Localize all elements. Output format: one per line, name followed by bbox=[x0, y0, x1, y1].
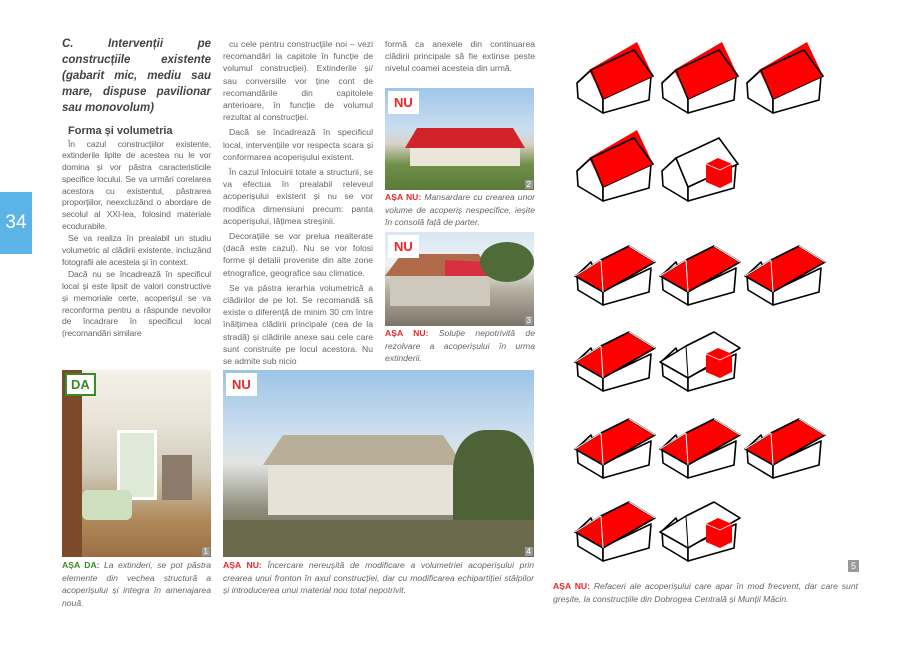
caption-5: AȘA NU: Refaceri ale acoperișului care apar în mod frecvent, dar care sunt greșite, la construcțiile din Dobrogea Centrală și Munții Măcin. bbox=[553, 581, 858, 604]
house-hip-red-icon bbox=[740, 232, 832, 312]
paragraph: Se va păstra ierarhia volumetrică a clădirilor de pe lot. Se recomandă să existe o diferență de minim 30 cm între înălțimea clădirii principale (cea de la stradă) și clădirile anexe sau cele care sunt construite pe locul acestora. Nu se admite sub nicio bbox=[223, 282, 373, 367]
paragraph: Dacă se încadrează în specificul local, intervențiile vor respecta scara și conformarea acoperișului existent. bbox=[223, 127, 373, 162]
caption-3: AȘA NU: Soluție nepotrivită de rezolvare a acoperișului în urma extinderii. bbox=[385, 328, 535, 363]
paragraph: formă ca anexele din continuarea clădirii principale să fie extinse peste nivelul coamei acesteia din urmă. bbox=[385, 39, 535, 74]
house-gable-red-icon bbox=[655, 40, 747, 120]
house-gable-red-icon bbox=[570, 40, 662, 120]
caption-4: AȘA NU: Încercare nereușită de modificare a volumetriei acoperișului prin crearea unui fronton în axul construcției, dar cu modificarea echipartiției stâlpilor și introducerea unui material nou total nepotrivit. bbox=[223, 560, 534, 595]
house-hip-red-icon bbox=[570, 318, 662, 398]
house-hip-red-icon bbox=[570, 488, 662, 568]
photo-fronton-house bbox=[223, 370, 534, 557]
paragraph: Se va realiza în prealabil un studiu volumetric al clădirii existente, incluzând fotografii ale acesteia și în context. bbox=[62, 233, 211, 267]
photo-mansard-house bbox=[385, 88, 534, 190]
house-hip-red-icon bbox=[740, 405, 832, 485]
photo-number: 1 bbox=[203, 547, 208, 556]
photo-number: 4 bbox=[526, 547, 531, 556]
photo-interior-extension bbox=[62, 370, 211, 557]
house-gable-box-icon bbox=[655, 128, 747, 208]
nu-badge: NU bbox=[388, 235, 419, 258]
paragraph: În cazul înlocuirii totale a structurii, se va efectua în prealabil releveul acoperișului existent și nu se vor modifica dimensiuni precum: panta acoperișului, lățimea streșinii. bbox=[223, 167, 373, 226]
house-hip-red-icon bbox=[655, 232, 747, 312]
house-gable-red-icon bbox=[740, 40, 832, 120]
paragraph: cu cele pentru construcțiile noi – vezi recomandări la capitole în funcție de volumul construcției). Extinderile și/ sau conversiile vor ține cont de recomandările din capitolele anterioare, în funcție de volumul rezultat al construcției. bbox=[223, 39, 373, 123]
paragraph: În cazul construcțiilor existente, extinderile lipite de acestea nu le vor domina și vor păstra caracteristicile specifice locului. Se va urmări corelarea acestora cu existentul, păstrarea proporțiilor, neexcluzând o abordare de secolul al XXI-lea, folosind materiale ecodurabile. bbox=[62, 138, 211, 231]
house-hip-red-icon bbox=[570, 232, 662, 312]
photo-extension-house bbox=[385, 232, 534, 326]
paragraph: Dacă nu se încadrează în specificul local și este lipsit de valori constructive și memoriale certe, acoperișul se va reconforma pentru a răspunde nevoilor de încadrare în specificul local (recomandări similare bbox=[62, 269, 211, 338]
da-badge: DA bbox=[65, 373, 96, 396]
house-hip-red-icon bbox=[570, 405, 662, 485]
caption-1: AȘA DA: La extinderi, se pot păstra elemente din vechea structură a acoperișului și integra în amenajarea nouă. bbox=[62, 560, 212, 608]
section-heading: C. Intervenții pe construcțiile existente (gabarit mic, mediu sau mare, dispuse pavilionar sau monovolum) bbox=[62, 38, 211, 114]
caption-2: AȘA NU: Mansardare cu crearea unor volume de acoperiș nespecifice, ieșite în consolă față de parter. bbox=[385, 192, 535, 227]
photo-number: 2 bbox=[526, 180, 531, 189]
house-hip-red-icon bbox=[655, 405, 747, 485]
page-number-tab: 34 bbox=[0, 192, 32, 254]
diagram-number: 5 bbox=[848, 560, 859, 572]
house-gable-red-icon bbox=[570, 128, 662, 208]
paragraph: Decorațiile se vor prelua nealterate (dacă este cazul). Nu se vor folosi forme și detalii provenite din alte zone etnografice, geografice sau climatice. bbox=[223, 231, 373, 278]
subheading: Forma și volumetria bbox=[68, 125, 173, 137]
nu-badge: NU bbox=[388, 91, 419, 114]
house-hip-box-icon bbox=[655, 488, 747, 568]
nu-badge: NU bbox=[226, 373, 257, 396]
house-hip-box-icon bbox=[655, 318, 747, 398]
column-2 bbox=[223, 38, 373, 367]
photo-number: 3 bbox=[526, 316, 531, 325]
column-1 bbox=[62, 36, 211, 340]
column-3 bbox=[385, 38, 535, 75]
